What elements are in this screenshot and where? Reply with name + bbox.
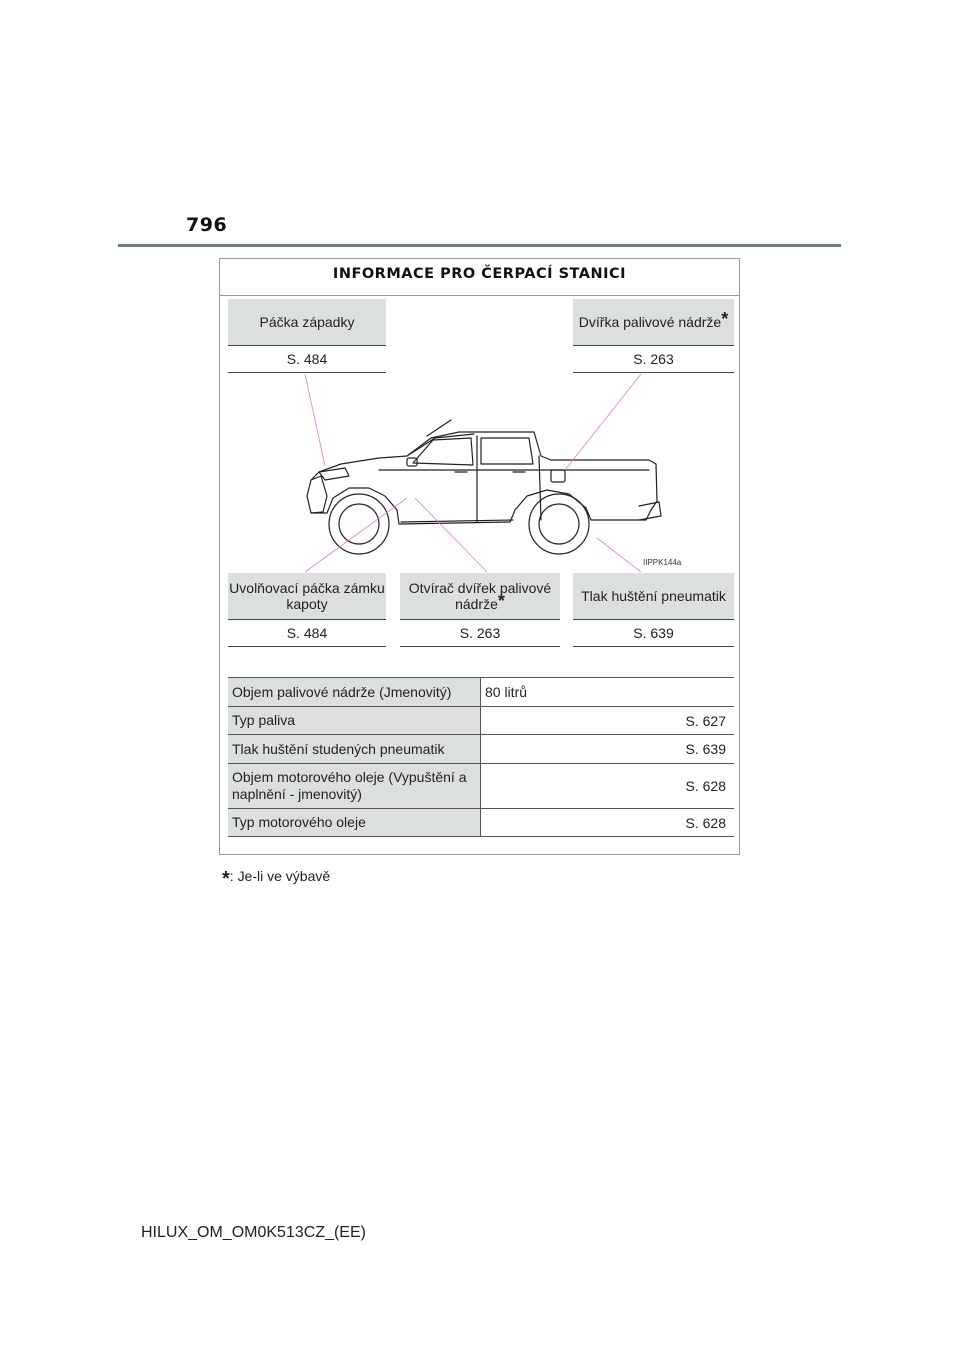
- table-row: [228, 678, 734, 707]
- specs-table: [228, 677, 734, 837]
- spec-value: S. 639: [481, 735, 735, 764]
- leader-tire-pressure: [597, 538, 641, 572]
- figure-code: IIPPK144a: [643, 558, 682, 567]
- spec-key: Typ paliva: [228, 707, 481, 735]
- spec-value: 80 litrů: [481, 678, 735, 707]
- page-number: 796: [186, 214, 228, 236]
- ref-hood-latch: S. 484: [228, 346, 386, 373]
- table-row: [228, 764, 734, 809]
- leader-hood-release: [305, 498, 407, 572]
- front-wheel-icon: [329, 494, 389, 554]
- mirror-icon: [407, 458, 417, 466]
- antenna: [427, 420, 451, 436]
- fuel-door-icon: [551, 470, 565, 482]
- ref-fuel-opener: S. 263: [400, 620, 560, 647]
- footnote: [222, 868, 330, 891]
- label-fuel-door: Dvířka palivové nádrže*: [573, 299, 734, 346]
- front-window: [413, 438, 473, 465]
- label-hood-release: Uvolňovací páčka zámku kapoty: [228, 573, 386, 620]
- spec-key: Typ motorového oleje: [228, 809, 481, 837]
- windshield: [407, 434, 474, 456]
- rear-window: [481, 438, 533, 464]
- spec-value: S. 628: [481, 764, 735, 809]
- grille: [311, 476, 327, 513]
- label-tire-pressure: Tlak huštění pneumatik: [573, 573, 734, 620]
- spec-value: S. 628: [481, 809, 735, 837]
- table-row: [228, 707, 734, 735]
- leader-fuel-door: [565, 374, 641, 470]
- leader-hood-latch: [305, 374, 325, 466]
- ref-tire-pressure: S. 639: [573, 620, 734, 647]
- ref-hood-release: S. 484: [228, 620, 386, 647]
- table-row: [228, 735, 734, 764]
- panel-title: INFORMACE PRO ČERPACÍ STANICI: [220, 259, 739, 296]
- table-row: [228, 809, 734, 837]
- label-hood-latch: Páčka západky: [228, 299, 386, 346]
- ref-fuel-door: S. 263: [573, 346, 734, 373]
- footnote-marker: *: [222, 868, 230, 890]
- rear-hub-icon: [539, 504, 579, 544]
- spec-key: Objem palivové nádrže (Jmenovitý): [228, 678, 481, 707]
- header-rule: [118, 244, 841, 247]
- asterisk: *: [497, 591, 505, 611]
- rear-wheel-icon: [529, 494, 589, 554]
- front-hub-icon: [339, 504, 379, 544]
- truck-body-outline: [307, 432, 657, 524]
- leader-fuel-opener: [415, 498, 487, 572]
- bed-split: [539, 456, 541, 520]
- label-fuel-opener: Otvírač dvířek palivové nádrže*: [400, 573, 560, 620]
- document-code: HILUX_OM_OM0K513CZ_(EE): [141, 1224, 366, 1241]
- spec-key: Tlak huštění studených pneumatik: [228, 735, 481, 764]
- spec-value: S. 627: [481, 707, 735, 735]
- asterisk: *: [721, 309, 729, 329]
- footnote-text: : Je-li ve výbavě: [229, 868, 331, 884]
- spec-key: Objem motorového oleje (Vypuštění a naplnění - jmenovitý): [228, 764, 481, 809]
